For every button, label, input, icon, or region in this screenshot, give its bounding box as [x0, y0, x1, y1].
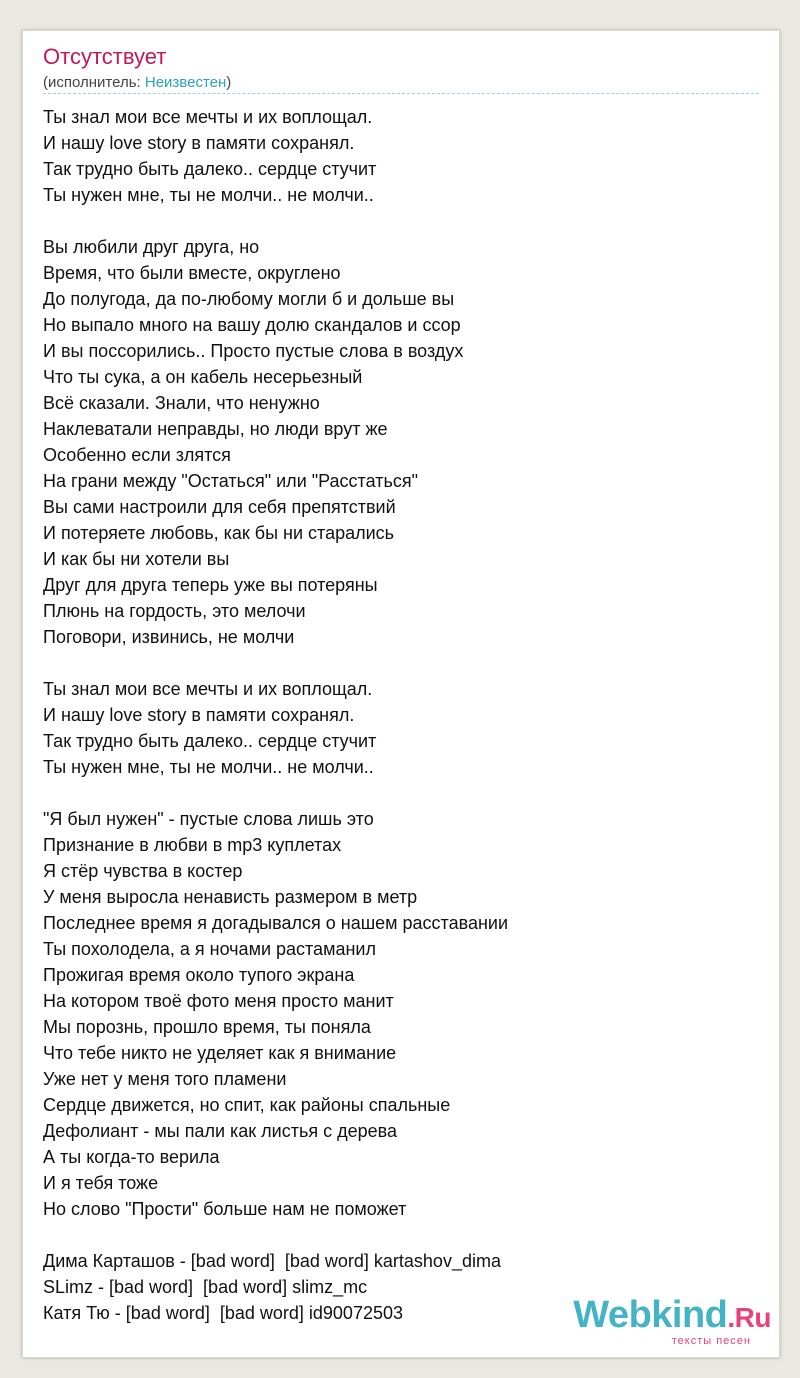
lyric-line: Мы порознь, прошло время, ты поняла: [43, 1017, 371, 1037]
site-logo[interactable]: [573, 1296, 771, 1347]
logo-suffix: .Ru: [727, 1302, 771, 1333]
lyrics-text: [43, 104, 508, 1326]
lyric-line: [43, 650, 508, 676]
lyrics-card: [22, 30, 780, 1358]
logo-main-text: Webkind: [573, 1294, 728, 1336]
lyric-line: И нашу love story в памяти сохранял.: [43, 133, 355, 153]
lyric-line: Вы любили друг друга, но: [43, 237, 260, 257]
lyric-line: У меня выросла ненависть размером в метр: [43, 887, 418, 907]
lyric-line: Поговори, извинись, не молчи: [43, 627, 295, 647]
lyric-line: Что ты сука, а он кабель несерьезный: [43, 367, 363, 387]
divider: [43, 93, 759, 94]
lyric-line: И как бы ни хотели вы: [43, 549, 230, 569]
lyric-line: Ты нужен мне, ты не молчи.. не молчи..: [43, 757, 374, 777]
lyric-line: [43, 1222, 508, 1248]
lyric-line: [43, 208, 508, 234]
lyric-line: Дефолиант - мы пали как листья с дерева: [43, 1121, 397, 1141]
lyric-line: Так трудно быть далеко.. сердце стучит: [43, 159, 377, 179]
lyric-line: Прожигая время около тупого экрана: [43, 965, 355, 985]
lyric-line: SLimz - [bad word] [bad word] slimz_mc: [43, 1277, 368, 1297]
lyric-line: Плюнь на гордость, это мелочи: [43, 601, 306, 621]
lyric-line: Наклеватали неправды, но люди врут же: [43, 419, 388, 439]
lyric-line: Признание в любви в mp3 куплетах: [43, 835, 342, 855]
lyric-line: А ты когда-то верила: [43, 1147, 220, 1167]
lyric-line: И вы поссорились.. Просто пустые слова в воздух: [43, 341, 464, 361]
lyric-line: Так трудно быть далеко.. сердце стучит: [43, 731, 377, 751]
artist-prefix: (исполнитель:: [43, 74, 145, 91]
lyric-line: И потеряете любовь, как бы ни старались: [43, 523, 395, 543]
lyric-line: Последнее время я догадывался о нашем расставании: [43, 913, 509, 933]
lyric-line: Но слово "Прости" больше нам не поможет: [43, 1199, 407, 1219]
song-title: Отсутствует: [43, 44, 167, 69]
artist-line: [43, 73, 231, 93]
lyric-line: Но выпало много на вашу долю скандалов и ссор: [43, 315, 461, 335]
lyric-line: И нашу love story в памяти сохранял.: [43, 705, 355, 725]
lyric-line: Ты нужен мне, ты не молчи.. не молчи..: [43, 185, 374, 205]
lyric-line: Вы сами настроили для себя препятствий: [43, 497, 396, 517]
lyric-line: "Я был нужен" - пустые слова лишь это: [43, 809, 374, 829]
lyric-line: Время, что были вместе, округлено: [43, 263, 341, 283]
artist-suffix: ): [226, 74, 232, 91]
lyric-line: Друг для друга теперь уже вы потеряны: [43, 575, 378, 595]
lyric-line: На грани между "Остаться" или "Расстаться": [43, 471, 418, 491]
lyric-line: Уже нет у меня того пламени: [43, 1069, 287, 1089]
logo-tagline: тексты песен: [671, 1335, 751, 1347]
lyric-line: Сердце движется, но спит, как районы спальные: [43, 1095, 451, 1115]
lyric-line: Я стёр чувства в костер: [43, 861, 243, 881]
lyric-line: До полугода, да по-любому могли б и дольше вы: [43, 289, 455, 309]
lyric-line: Ты знал мои все мечты и их воплощал.: [43, 679, 373, 699]
artist-link[interactable]: Неизвестен: [144, 74, 227, 91]
lyric-line: Катя Тю - [bad word] [bad word] id90072503: [43, 1303, 403, 1323]
lyric-line: На котором твоё фото меня просто манит: [43, 991, 394, 1011]
lyric-line: Дима Карташов - [bad word] [bad word] kartashov_dima: [43, 1251, 501, 1271]
logo-wordmark: [573, 1296, 771, 1337]
lyric-line: Всё сказали. Знали, что ненужно: [43, 393, 320, 413]
lyric-line: Ты знал мои все мечты и их воплощал.: [43, 107, 373, 127]
lyric-line: Особенно если злятся: [43, 445, 231, 465]
lyric-line: Ты похолодела, а я ночами растаманил: [43, 939, 376, 959]
lyric-line: И я тебя тоже: [43, 1173, 159, 1193]
lyric-line: [43, 780, 508, 806]
lyric-line: Что тебе никто не уделяет как я внимание: [43, 1043, 397, 1063]
